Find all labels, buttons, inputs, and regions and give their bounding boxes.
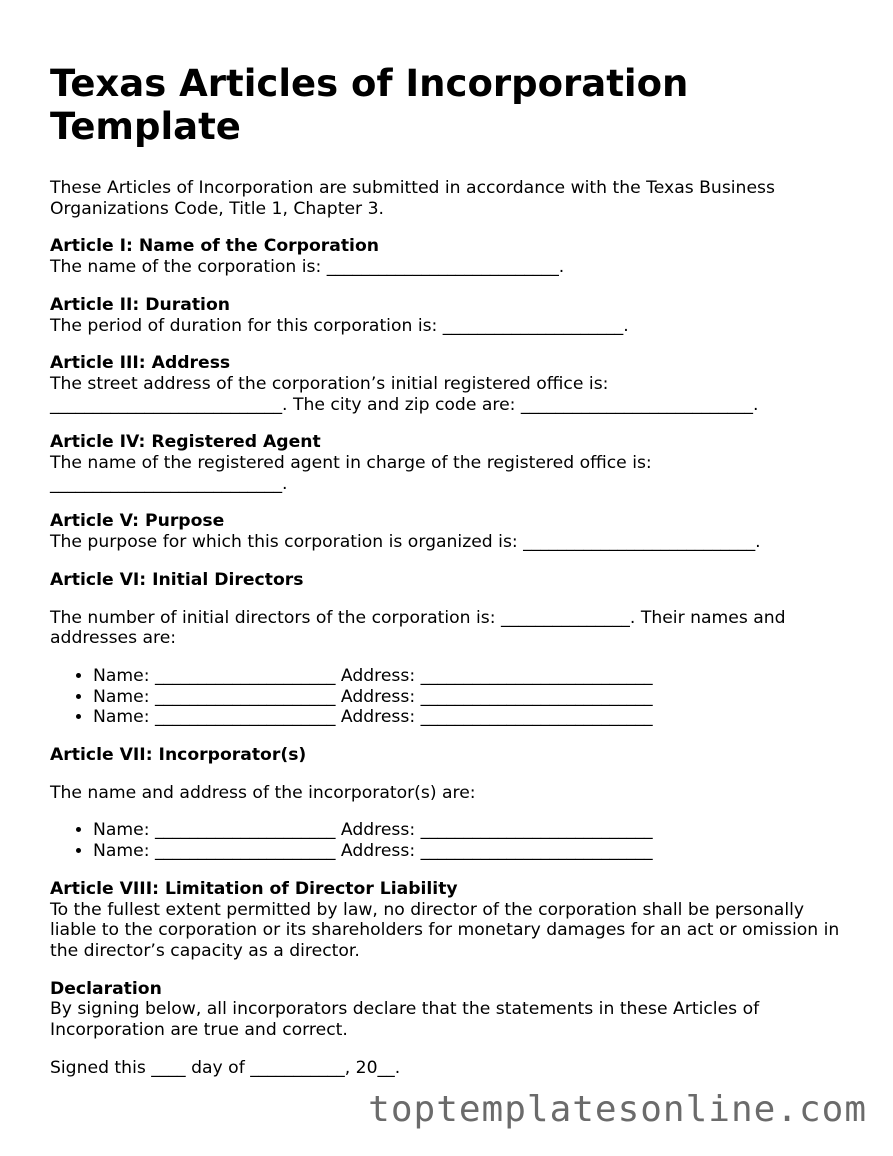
article-8-heading: Article VIII: Limitation of Director Liability [50,878,458,899]
article-6-text: The number of initial directors of the corporation is: _______________. Their names and addresses are: [50,607,786,649]
intro-paragraph: These Articles of Incorporation are submitted in accordance with the Texas Business Organizations Code, Title 1, Chapter 3. [50,178,775,219]
declaration-section [50,979,850,1041]
article-7-heading: Article VII: Incorporator(s) [50,745,307,766]
declaration-heading: Declaration [50,978,162,999]
list-item: • Name: _____________________ Address: ___________________________ [93,820,850,841]
article-1-heading: Article I: Name of the Corporation [50,236,379,257]
article-2-text: The period of duration for this corporation is: _____________________. [50,315,629,336]
article-7-text: The name and address of the incorporator(s) are: [50,782,476,803]
article-1-section [50,236,850,277]
article-4-section [50,432,850,494]
article-3-section [50,353,850,415]
article-4-heading: Article IV: Registered Agent [50,432,321,453]
article-1-text: The name of the corporation is: ___________________________. [50,257,565,278]
incorporators-list [50,820,850,861]
article-5-text: The purpose for which this corporation is organized is: ___________________________. [50,532,761,553]
article-6-heading: Article VI: Initial Directors [50,569,304,590]
watermark: toptemplatesonline.com [368,1089,867,1130]
article-2-section [50,295,850,336]
document-page [50,62,850,1079]
list-item: • Name: _____________________ Address: ___________________________ [93,687,850,708]
article-4-text: The name of the registered agent in charge of the registered office is: ___________________________. [50,453,652,494]
directors-list [50,666,850,728]
list-item: • Name: _____________________ Address: ___________________________ [93,707,850,728]
list-item: • Name: _____________________ Address: ___________________________ [93,841,850,862]
article-8-section [50,879,850,962]
signature-line: Signed this ____ day of ___________, 20__. [50,1057,401,1078]
article-7-section [50,745,850,862]
article-5-section [50,511,850,552]
declaration-text: By signing below, all incorporators declare that the statements in these Articles of Incorporation are true and correct. [50,999,760,1041]
article-3-heading: Article III: Address [50,353,231,374]
list-item: • Name: _____________________ Address: ___________________________ [93,666,850,687]
article-5-heading: Article V: Purpose [50,511,225,532]
page-title: Texas Articles of Incorporation Template [50,62,689,148]
article-8-text: To the fullest extent permitted by law, no director of the corporation shall be personally liable to the corporation or its shareholders for monetary damages for an act or omission in the director’s capacity as a director. [50,899,840,961]
article-6-section [50,570,850,728]
article-3-text: The street address of the corporation’s initial registered office is: ___________________________. The city and zip code are: ___________________________. [50,373,759,415]
article-2-heading: Article II: Duration [50,294,230,315]
